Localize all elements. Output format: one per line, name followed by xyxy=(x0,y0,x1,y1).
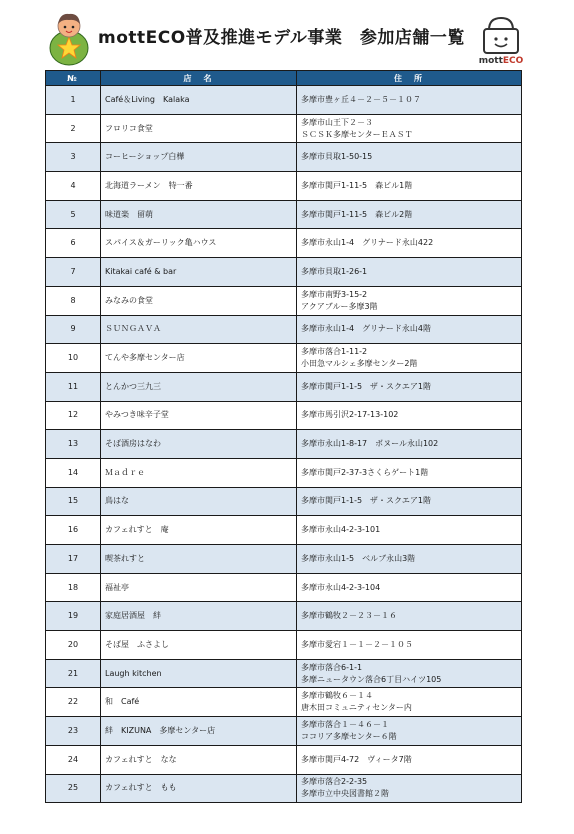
row-number: 12 xyxy=(46,401,101,430)
row-number: 13 xyxy=(46,430,101,459)
row-number: 23 xyxy=(46,717,101,746)
store-name: カフェれすと もも xyxy=(101,774,297,803)
table-row xyxy=(46,717,522,746)
address-line-1: 多摩市山王下２－３ xyxy=(301,117,373,127)
row-number: 18 xyxy=(46,573,101,602)
row-number: 21 xyxy=(46,659,101,688)
store-name: Laugh kitchen xyxy=(101,659,297,688)
address-line-1: 多摩市関戸1-1-5 ザ・スクエア1階 xyxy=(301,381,431,391)
address-line-1: 多摩市関戸4-72 ヴィータ7階 xyxy=(301,754,412,764)
row-number: 22 xyxy=(46,688,101,717)
address-line-1: 多摩市貝取1-50-15 xyxy=(301,152,373,162)
store-name: そば屋 ふさよし xyxy=(101,631,297,660)
store-name: スパイス＆ガーリック亀ハウス xyxy=(101,229,297,258)
row-number: 5 xyxy=(46,200,101,229)
address-line-1: 多摩市関戸1-1-5 ザ・スクエア1階 xyxy=(301,496,431,506)
address-line-1: 多摩市馬引沢2-17-13-102 xyxy=(301,410,399,420)
store-address xyxy=(297,516,522,545)
store-name: てんや多摩センター店 xyxy=(101,344,297,373)
store-name: コーヒーショップ白樺 xyxy=(101,143,297,172)
address-line-1: 多摩市愛宕１－１－２－１０５ xyxy=(301,639,413,649)
store-name: みなみの食堂 xyxy=(101,286,297,315)
table-row xyxy=(46,458,522,487)
table-row xyxy=(46,344,522,373)
store-name: 和 Café xyxy=(101,688,297,717)
store-address xyxy=(297,258,522,287)
row-number: 6 xyxy=(46,229,101,258)
table-row xyxy=(46,631,522,660)
row-number: 14 xyxy=(46,458,101,487)
address-line-1: 多摩市落合１－４６－１ xyxy=(301,719,389,729)
table-row xyxy=(46,774,522,803)
row-number: 24 xyxy=(46,745,101,774)
bag-icon xyxy=(476,16,526,56)
store-name: Ｍａｄｒｅ xyxy=(101,458,297,487)
address-line-1: 多摩市永山4-2-3-104 xyxy=(301,582,381,592)
store-name: フロリコ食堂 xyxy=(101,114,297,143)
table-row xyxy=(46,745,522,774)
store-address xyxy=(297,200,522,229)
store-address xyxy=(297,631,522,660)
address-line-1: 多摩市鶴牧２－２３－１６ xyxy=(301,611,397,621)
column-header-name: 店 名 xyxy=(101,71,297,86)
table-row xyxy=(46,86,522,115)
store-name: ＳＵＮＧＡＶＡ xyxy=(101,315,297,344)
table-row xyxy=(46,545,522,574)
table-row xyxy=(46,430,522,459)
address-line-2: 多摩市立中央図書館２階 xyxy=(301,789,389,799)
store-address xyxy=(297,114,522,143)
logo-text-prefix: mott xyxy=(478,56,503,66)
table-row xyxy=(46,516,522,545)
store-name: Kitakai café & bar xyxy=(101,258,297,287)
address-line-1: 多摩市永山1-4 グリナード永山422 xyxy=(301,238,434,248)
address-line-1: 多摩市貝取1-26-1 xyxy=(301,266,368,276)
store-address xyxy=(297,659,522,688)
store-address xyxy=(297,372,522,401)
mottECO-logo xyxy=(476,16,526,68)
store-address xyxy=(297,487,522,516)
store-name: 家庭居酒屋 絆 xyxy=(101,602,297,631)
address-line-2: ココリア多摩センター６階 xyxy=(301,731,397,741)
address-line-1: 多摩市鶴牧６－１４ xyxy=(301,691,373,701)
store-address xyxy=(297,344,522,373)
page-title: mottECO普及推進モデル事業 参加店舗一覧 xyxy=(98,28,465,48)
row-number: 17 xyxy=(46,545,101,574)
table-row xyxy=(46,258,522,287)
table-row xyxy=(46,602,522,631)
address-line-2: ＳＣＳＫ多摩センターＥＡＳＴ xyxy=(301,129,413,139)
store-address xyxy=(297,86,522,115)
row-number: 8 xyxy=(46,286,101,315)
row-number: 11 xyxy=(46,372,101,401)
store-address xyxy=(297,545,522,574)
table-row xyxy=(46,573,522,602)
store-address xyxy=(297,774,522,803)
address-line-1: 多摩市永山1-5 ベルブ永山3階 xyxy=(301,553,416,563)
table-row xyxy=(46,401,522,430)
address-line-1: 多摩市永山4-2-3-101 xyxy=(301,525,381,535)
store-address xyxy=(297,143,522,172)
store-address xyxy=(297,717,522,746)
row-number: 25 xyxy=(46,774,101,803)
row-number: 7 xyxy=(46,258,101,287)
store-name: 味道楽 留萌 xyxy=(101,200,297,229)
store-name: 絆 KIZUNA 多摩センター店 xyxy=(101,717,297,746)
store-address xyxy=(297,458,522,487)
store-address xyxy=(297,430,522,459)
table-body xyxy=(46,86,522,803)
table-row xyxy=(46,172,522,201)
store-name: 福祉亭 xyxy=(101,573,297,602)
store-name: 喫茶れすと xyxy=(101,545,297,574)
row-number: 2 xyxy=(46,114,101,143)
logo-text-suffix: ECO xyxy=(502,56,524,66)
address-line-2: 唐木田コミュニティセンター内 xyxy=(301,703,412,713)
table-header-row xyxy=(46,71,522,86)
row-number: 1 xyxy=(46,86,101,115)
store-address xyxy=(297,401,522,430)
store-name: 北海道ラーメン 特一番 xyxy=(101,172,297,201)
store-name: Café＆Living Kalaka xyxy=(101,86,297,115)
store-address xyxy=(297,573,522,602)
logo-text xyxy=(476,56,526,66)
address-line-1: 多摩市落合2-2-35 xyxy=(301,777,368,787)
row-number: 20 xyxy=(46,631,101,660)
address-line-2: アクアブルー多摩3階 xyxy=(301,301,378,311)
column-header-no: № xyxy=(46,71,101,86)
address-line-1: 多摩市南野3-15-2 xyxy=(301,289,368,299)
table-row xyxy=(46,487,522,516)
row-number: 19 xyxy=(46,602,101,631)
address-line-1: 多摩市永山1-4 グリナード永山4階 xyxy=(301,324,431,334)
row-number: 3 xyxy=(46,143,101,172)
store-name: やみつき味辛子堂 xyxy=(101,401,297,430)
table-row xyxy=(46,659,522,688)
address-line-2: 多摩ニュータウン落合6丁目ハイツ105 xyxy=(301,674,442,684)
address-line-1: 多摩市落合1-11-2 xyxy=(301,347,368,357)
address-line-1: 多摩市関戸1-11-5 森ビル2階 xyxy=(301,209,413,219)
store-address xyxy=(297,602,522,631)
store-name: カフェれすと なな xyxy=(101,745,297,774)
store-address xyxy=(297,688,522,717)
address-line-1: 多摩市落合6-1-1 xyxy=(301,662,363,672)
mascot-icon xyxy=(46,12,92,66)
store-address xyxy=(297,229,522,258)
store-address xyxy=(297,315,522,344)
store-name: そば酒房はなわ xyxy=(101,430,297,459)
address-line-1: 多摩市豊ヶ丘４－２－５－１０７ xyxy=(301,94,421,104)
row-number: 16 xyxy=(46,516,101,545)
store-name: とんかつ三九三 xyxy=(101,372,297,401)
table-row xyxy=(46,114,522,143)
table-row xyxy=(46,143,522,172)
address-line-2: 小田急マルシェ多摩センター2階 xyxy=(301,359,418,369)
row-number: 4 xyxy=(46,172,101,201)
page-header xyxy=(40,10,540,70)
row-number: 9 xyxy=(46,315,101,344)
column-header-address: 住 所 xyxy=(297,71,522,86)
table-row xyxy=(46,286,522,315)
store-address xyxy=(297,172,522,201)
store-name: カフェれすと 庵 xyxy=(101,516,297,545)
table-row xyxy=(46,200,522,229)
store-list-table xyxy=(45,70,522,803)
address-line-1: 多摩市関戸2-37-3さくらゲート1階 xyxy=(301,467,429,477)
store-name: 鳥はな xyxy=(101,487,297,516)
address-line-1: 多摩市永山1-8-17 ボヌール永山102 xyxy=(301,439,439,449)
store-address xyxy=(297,745,522,774)
row-number: 15 xyxy=(46,487,101,516)
store-address xyxy=(297,286,522,315)
table-row xyxy=(46,688,522,717)
table-row xyxy=(46,372,522,401)
row-number: 10 xyxy=(46,344,101,373)
address-line-1: 多摩市関戸1-11-5 森ビル1階 xyxy=(301,180,413,190)
table-row xyxy=(46,229,522,258)
table-row xyxy=(46,315,522,344)
